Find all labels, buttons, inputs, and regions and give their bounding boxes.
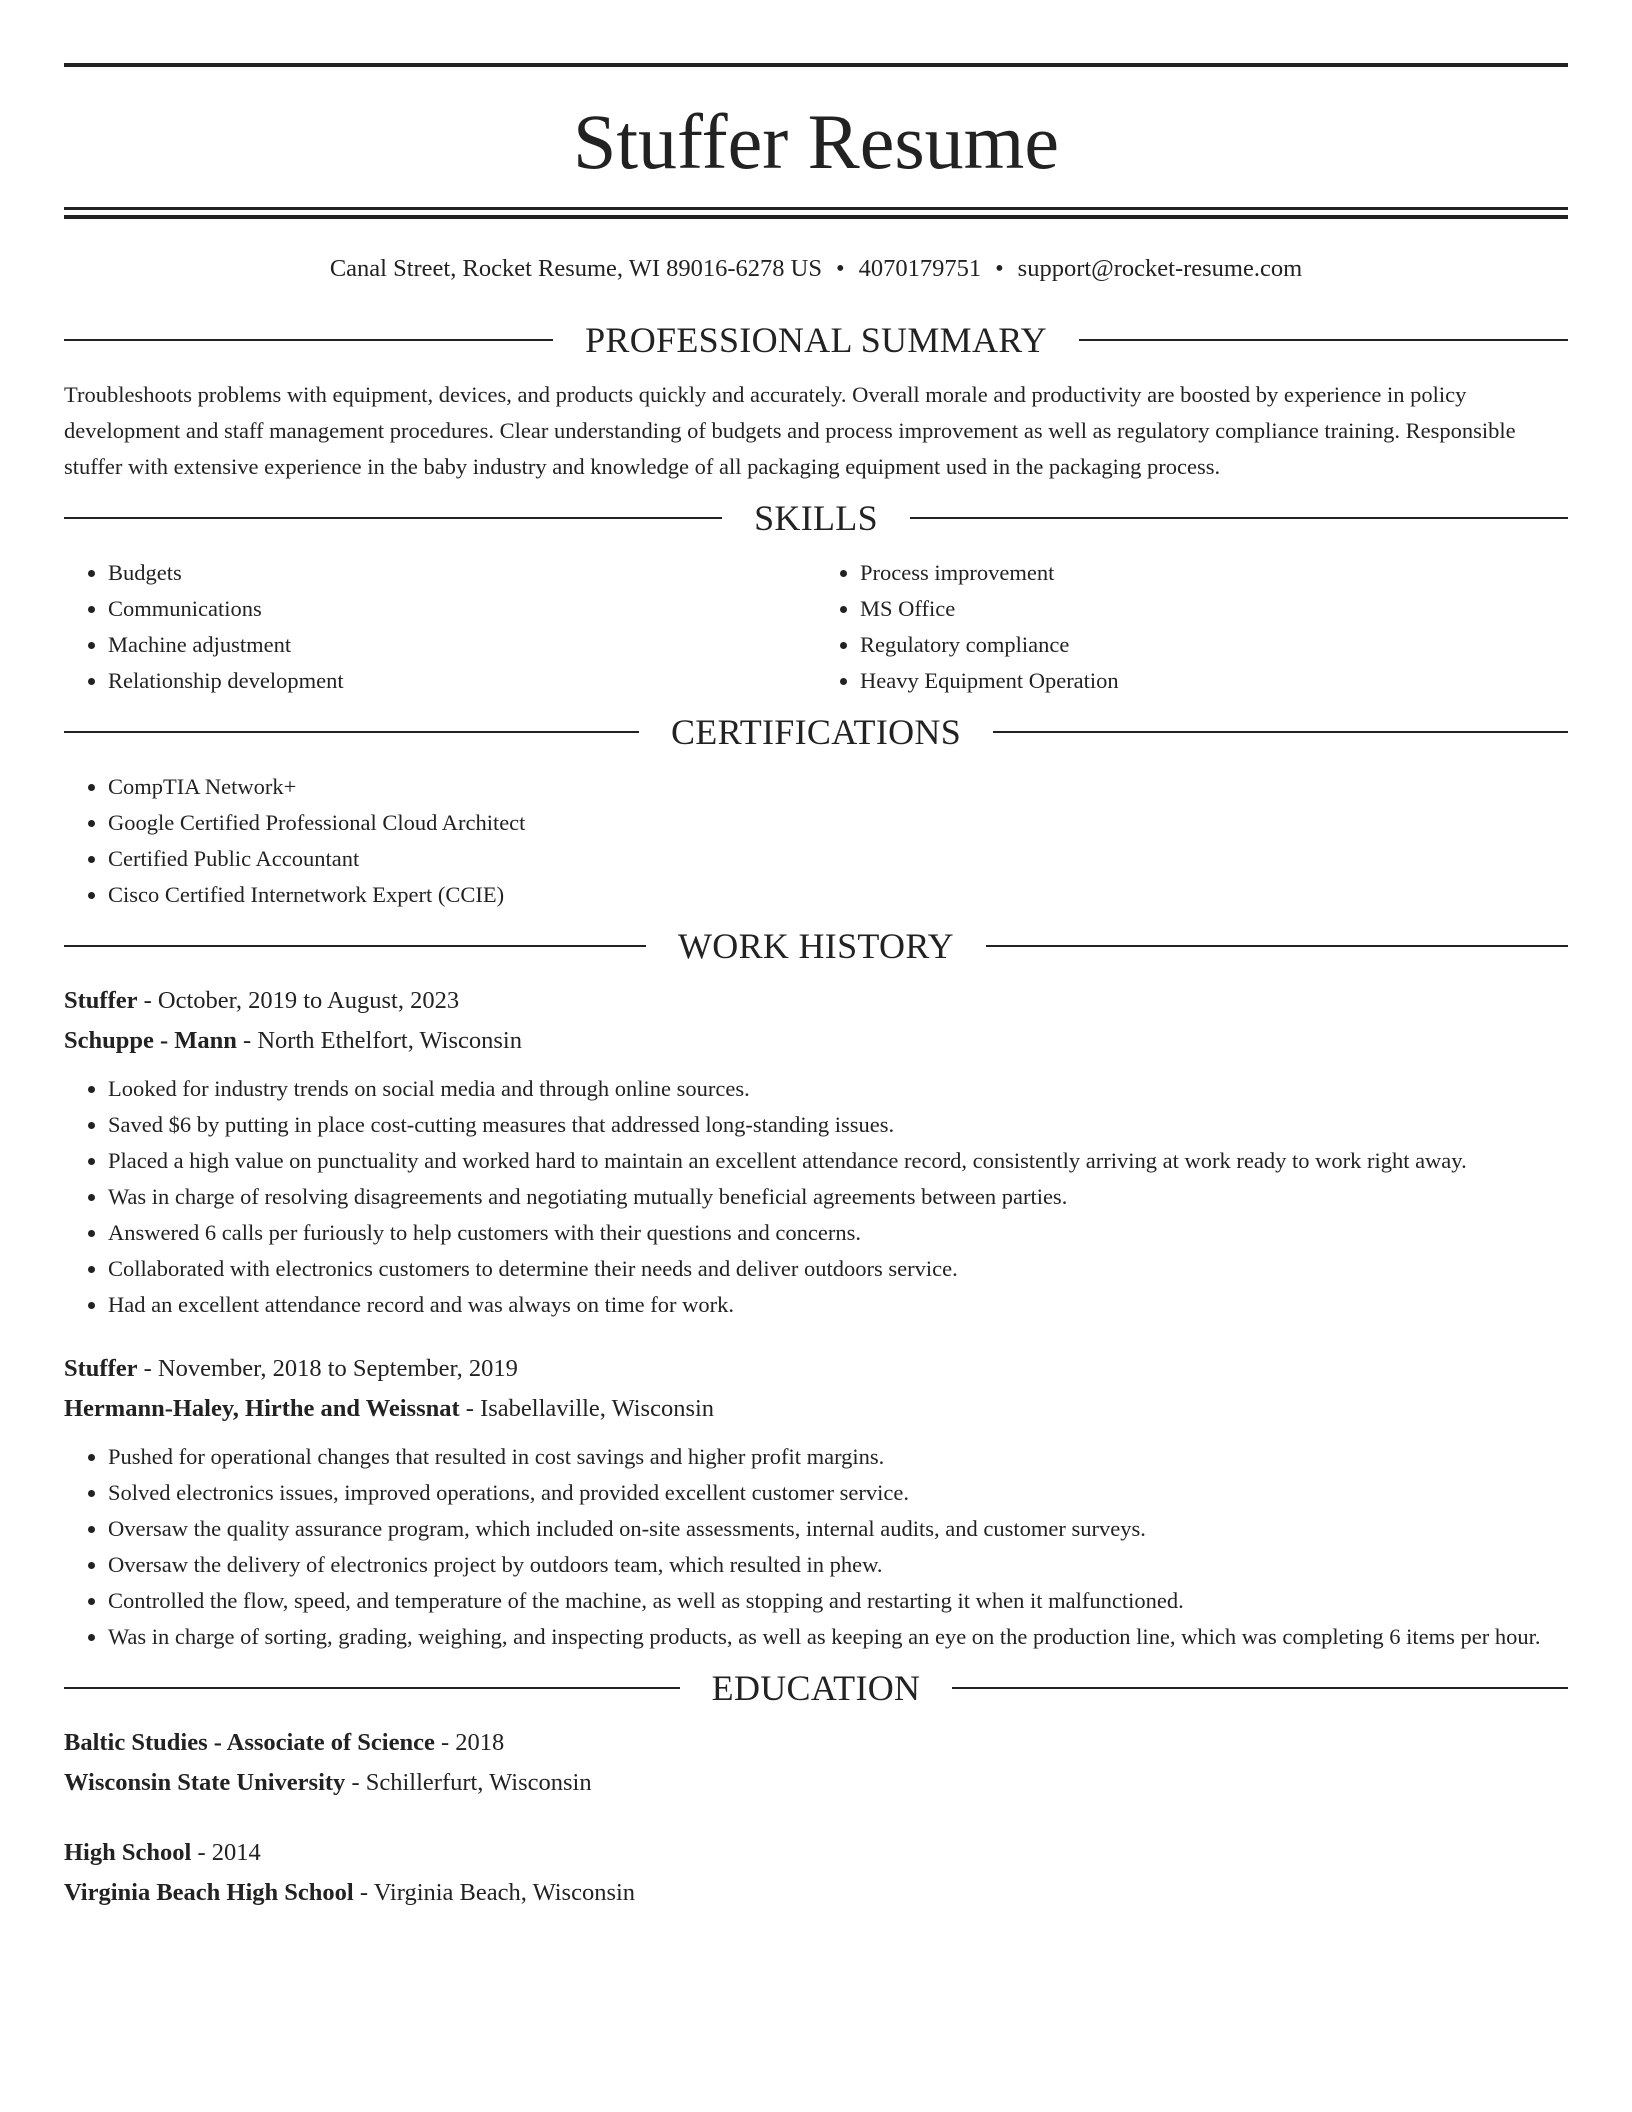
contact-separator: • [836,255,845,282]
job-bullet: • Was in charge of resolving disagreements and negotiating mutually beneficial agreements between parties. [108,1179,1568,1215]
section-heading-certifications [64,711,1568,753]
page-title: Stuffer Resume [573,98,1059,185]
skill-item: • Communications [108,591,816,627]
certification-item: • Cisco Certified Internetwork Expert (CCIE) [108,877,1568,913]
skills-list-left [64,555,816,699]
skill-item: • Machine adjustment [108,627,816,663]
job-title-line [64,981,1568,1021]
heading-rule-left [64,1687,680,1689]
section-heading-work-history [64,925,1568,967]
section-title: CERTIFICATIONS [670,712,962,752]
education-year: 2018 [455,1729,505,1756]
dash: - [359,1879,369,1906]
job-bullet: • Answered 6 calls per furiously to help customers with their questions and concerns. [108,1215,1568,1251]
job-bullets [64,1071,1568,1323]
dash: - [465,1395,474,1422]
job-title: Stuffer [64,987,138,1014]
work-history-list [64,981,1568,1655]
skill-item: • MS Office [860,591,1568,627]
section-title: EDUCATION [711,1668,921,1708]
job-bullet: • Oversaw the quality assurance program, which included on-site assessments, internal audits, and customer surveys. [108,1511,1568,1547]
job-company: Schuppe - Mann [64,1027,237,1054]
job-company-line [64,1021,1568,1061]
skill-item: • Heavy Equipment Operation [860,663,1568,699]
dash: - [441,1729,450,1756]
skills-list-right [816,555,1568,699]
job-bullet: • Looked for industry trends on social media and through online sources. [108,1071,1568,1107]
education-entry [64,1833,1568,1913]
section-title: PROFESSIONAL SUMMARY [585,320,1047,360]
skill-item: • Process improvement [860,555,1568,591]
skill-item: • Budgets [108,555,816,591]
dash: - [197,1839,206,1866]
skill-item: • Relationship development [108,663,816,699]
skill-item: • Regulatory compliance [860,627,1568,663]
education-degree: Baltic Studies - Associate of Science [64,1729,435,1756]
heading-rule-right [986,945,1568,947]
education-year: 2014 [211,1839,261,1866]
job-company: Hermann-Haley, Hirthe and Weissnat [64,1395,460,1422]
job-entry [64,981,1568,1323]
job-company-line [64,1389,1568,1429]
top-rule [64,63,1568,67]
skills-columns [64,555,1568,699]
job-bullet: • Solved electronics issues, improved operations, and provided excellent customer service. [108,1475,1568,1511]
job-dates: November, 2018 to September, 2019 [157,1355,518,1382]
job-location: North Ethelfort, Wisconsin [257,1027,522,1054]
job-bullet: • Pushed for operational changes that resulted in cost savings and higher profit margins. [108,1439,1568,1475]
education-school: Virginia Beach High School [64,1879,354,1906]
title-double-rule [64,207,1568,219]
job-entry [64,1349,1568,1655]
contact-email[interactable]: support@rocket-resume.com [1017,255,1303,282]
dash: - [243,1027,252,1054]
section-heading-education [64,1667,1568,1709]
education-degree: High School [64,1839,192,1866]
education-list [64,1723,1568,1913]
education-school: Wisconsin State University [64,1769,346,1796]
job-dates: October, 2019 to August, 2023 [157,987,460,1014]
certification-item: • Certified Public Accountant [108,841,1568,877]
job-bullet: • Placed a high value on punctuality and worked hard to maintain an excellent attendance record, consistently arriving at work ready to work right away. [108,1143,1568,1179]
job-bullet: • Had an excellent attendance record and was always on time for work. [108,1287,1568,1323]
summary-text: Troubleshoots problems with equipment, devices, and products quickly and accurately. Overall morale and productivity are boosted by experience in policy development and staff management procedures. Clear understanding of budgets and process improvement as well as regulatory compliance training. Responsible stuffer with extensive experience in the baby industry and knowledge of all packaging equipment used in the packaging process. [64,382,1516,479]
education-degree-line [64,1723,1568,1763]
certification-item: • Google Certified Professional Cloud Architect [108,805,1568,841]
section-title: SKILLS [754,498,878,538]
heading-rule-left [64,945,646,947]
dash: - [143,1355,152,1382]
job-bullets [64,1439,1568,1655]
job-bullet: • Controlled the flow, speed, and temperature of the machine, as well as stopping and restarting it when it malfunctioned. [108,1583,1568,1619]
heading-rule-right [952,1687,1568,1689]
education-degree-line [64,1833,1568,1873]
heading-rule-left [64,339,553,341]
contact-address: Canal Street, Rocket Resume, WI 89016-6278 US [329,255,823,282]
job-bullet: • Was in charge of sorting, grading, weighing, and inspecting products, as well as keeping an eye on the production line, which was completing 6 items per hour. [108,1619,1568,1655]
education-school-line [64,1763,1568,1803]
heading-rule-right [910,517,1568,519]
dash: - [143,987,152,1014]
certification-item: • CompTIA Network+ [108,769,1568,805]
section-title: WORK HISTORY [678,926,954,966]
education-location: Schillerfurt, Wisconsin [365,1769,592,1796]
dash: - [351,1769,360,1796]
education-entry [64,1723,1568,1803]
section-heading-summary [64,319,1568,361]
certifications-list [64,769,1568,913]
job-title-line [64,1349,1568,1389]
job-bullet: • Collaborated with electronics customers to determine their needs and deliver outdoors service. [108,1251,1568,1287]
contact-line [64,253,1568,285]
section-heading-skills [64,497,1568,539]
job-location: Isabellaville, Wisconsin [480,1395,715,1422]
education-school-line [64,1873,1568,1913]
heading-rule-left [64,517,722,519]
job-bullet: • Saved $6 by putting in place cost-cutting measures that addressed long-standing issues. [108,1107,1568,1143]
contact-separator: • [995,255,1004,282]
contact-phone: 4070179751 [858,255,982,282]
job-bullet: • Oversaw the delivery of electronics project by outdoors team, which resulted in phew. [108,1547,1568,1583]
heading-rule-right [993,731,1568,733]
job-title: Stuffer [64,1355,138,1382]
heading-rule-left [64,731,639,733]
heading-rule-right [1079,339,1568,341]
education-location: Virginia Beach, Wisconsin [373,1879,636,1906]
